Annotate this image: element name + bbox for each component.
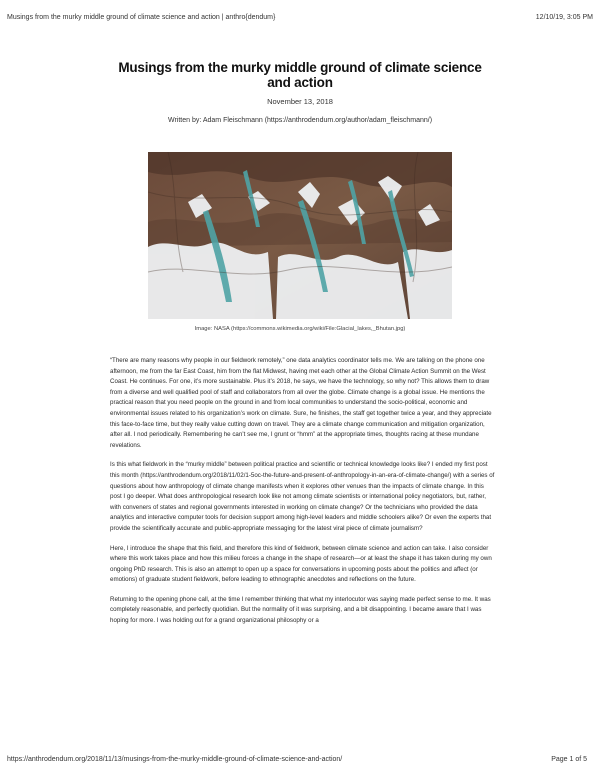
- glacial-lakes-image: [148, 152, 452, 319]
- page-number: Page 1 of 5: [551, 756, 587, 763]
- print-footer-url: https://anthrodendum.org/2018/11/13/musings-from-the-murky-middle-ground-of-climate-science-and-action/: [7, 756, 343, 763]
- paragraph: Is this what fieldwork in the “murky middle” between political practice and scientific or technical knowledge looks like? I ended my first post this month (https://anthrodendum.org/2018/11/02/1-5oc-the-future-and-present-of-anthropology-in-an-era-of-climate-change/) with a series of questions about how anthropology of climate change manifests when it explores other venues than the impacts of climate change. In this post I go deeper. What does anthropological research look like not among climate scientists or international policy negotiators, but, rather, with conveners of states and regional governments interested in working on climate change? Or the technicians who provided the data analytics and interactive computer tools for decision support among high-level leaders and middle schoolers alike? Or even the experts that provide the scientifically accurate and public-appropriate messaging for the latest viral piece of climate journalism?: [110, 461, 495, 532]
- article-date: November 13, 2018: [267, 97, 333, 106]
- article-byline[interactable]: Written by: Adam Fleischmann (https://anthrodendum.org/author/adam_fleischmann/): [167, 117, 433, 124]
- article-title: Musings from the murky middle ground of climate science and action: [118, 60, 482, 90]
- paragraph: “There are many reasons why people in our fieldwork remotely,” one data analytics coordinator tells me. We are talking on the phone one afternoon, me from the far East Coast, him from the flat Midwest, having met each other at the Global Climate Action Summit on the West Coast. He continues. For one, it’s more sustainable. Plus it’s 2018, he says, we have the technology, so why not? This allows them to draw from a diverse and well qualified pool of staff and collaborators from all over the globe. Climate change is a global issue. He mentions the practical reason that you need people on the ground in and from local communities to understand the socio-political, economic and environmental issues related to his organization’s work on climate. Sure, he finishes, the staff get together twice a year, and they appreciate this face-to-face time, but they really value cutting down on travel. They are a climate change communication and mitigation organization, after all. I nod periodically. Remembering he can’t see me, I grunt or “hmm” at the appropriate times, thoughts racing at these mundane revelations.: [110, 357, 492, 449]
- paragraph: Here, I introduce the shape that this field, and therefore this kind of fieldwork, between climate science and action can take. I also consider where this work takes place and how this milieu forces a change in the shape of research—or at least the shape it has taken during my own ongoing PhD research. This is also an attempt to open up a space for conversations in upcoming posts about the politics and affect (or emotions) of graduate student fieldwork, before leading to ethnographic anecdotes and reflections on the future.: [110, 544, 492, 584]
- print-header-datetime: 12/10/19, 3:05 PM: [535, 14, 593, 21]
- article-body: [110, 356, 496, 636]
- paragraph: Returning to the opening phone call, at the time I remember thinking that what my interlocutor was saying made perfect sense to me. It was completely reasonable, and perfectly quotidian. But the normality of it was surprising, and a bit disappointing. I became aware that I was hoping for more. I was holding out for a grand organizational philosophy or a: [110, 595, 491, 625]
- image-caption: Image: NASA (https://commons.wikimedia.org/wiki/File:Glacial_lakes,_Bhutan.jpg): [194, 326, 406, 332]
- print-header-title: Musings from the murky middle ground of climate science and action | anthro{dendum}: [7, 14, 276, 21]
- article-header: [105, 60, 495, 124]
